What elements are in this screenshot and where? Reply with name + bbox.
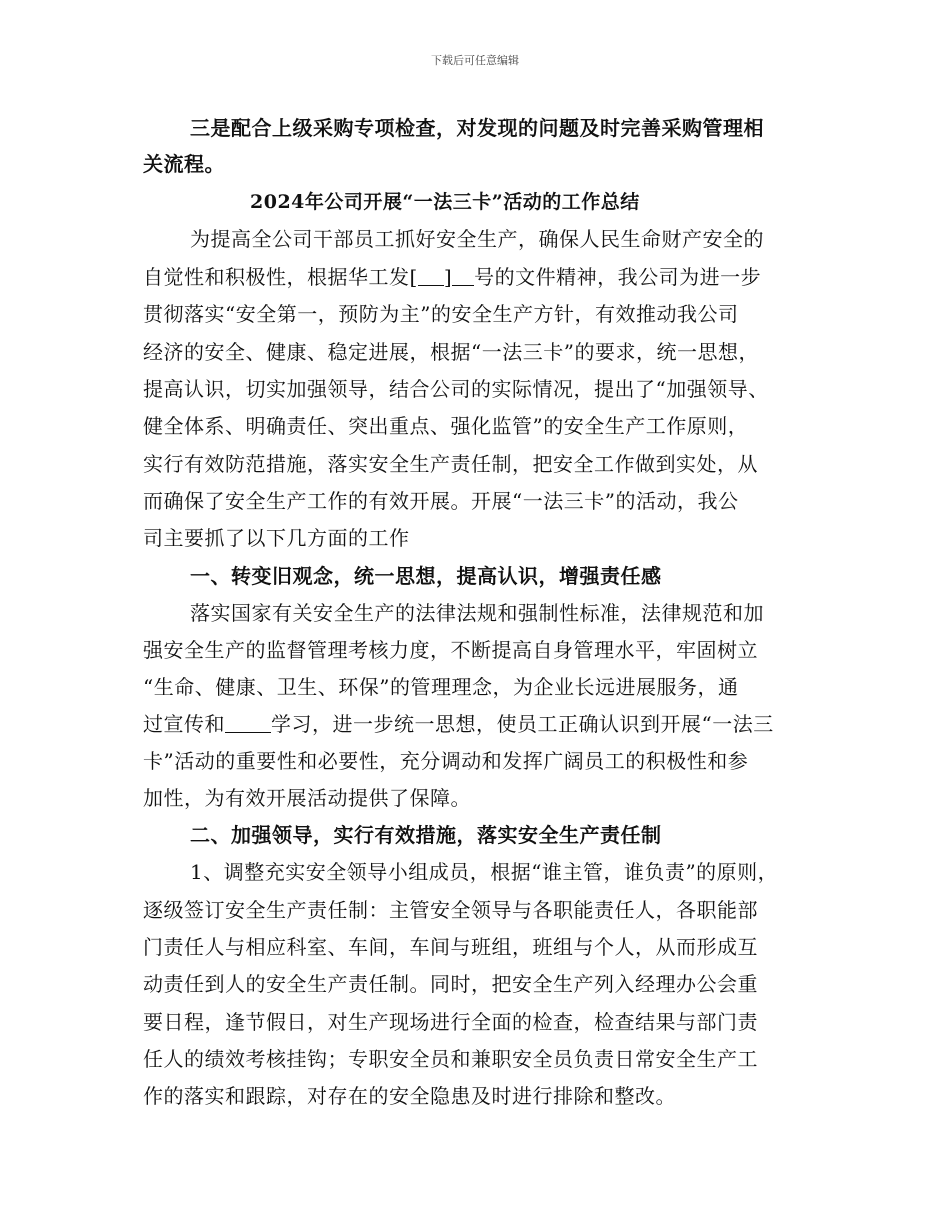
para-line: 卡”活动的重要性和必要性，充分调动和发挥广阔员工的积极性和参 [143,749,749,773]
text-segment: 号的文件精神，我公司为进一步 [474,265,762,289]
page-header: 下载后可任意编辑 [431,54,519,67]
para-line: 提高认识，切实加强领导，结合公司的实际情况，提出了“加强领导、 [143,377,769,401]
para-line: 逐级签订安全生产责任制：主管安全领导与各职能责任人，各职能部 [143,898,758,922]
para-line: 而确保了安全生产工作的有效开展。开展“一法三卡”的活动，我公 [143,489,739,513]
section-heading: 一、转变旧观念，统一思想，提高认识，增强责任感 [190,564,662,588]
para-line: 动责任到人的安全生产责任制。同时，把安全生产列入经理办公会重 [143,972,758,996]
text-segment: ] [443,265,453,289]
para-line: 为提高全公司干部员工抓好安全生产，确保人民生命财产安全的 [190,227,764,251]
para-line: 强安全生产的监督管理考核力度，不断提高自身管理水平，牢固树立 [143,638,758,662]
para-line: 健全体系、明确责任、突出重点、强化监管”的安全生产工作原则， [143,414,749,438]
para-line: 司主要抓了以下几方面的工作 [143,526,410,550]
fill-blank [452,267,474,286]
para-line: 任人的绩效考核挂钩；专职安全员和兼职安全员负责日常安全生产工 [143,1047,758,1071]
para-line [143,711,774,737]
para-line [143,264,761,290]
fill-blank [225,714,271,733]
para-line: 落实国家有关安全生产的法律法规和强制性标准，法律规范和加 [190,601,764,625]
text-segment: 学习，进一步统一思想，使员工正确认识到开展“一法三 [271,712,774,736]
para-line: 要日程，逢节假日，对生产现场进行全面的检查，检查结果与部门责 [143,1010,758,1034]
para-line-bold: 三是配合上级采购专项检查，对发现的问题及时完善采购管理相 [190,116,764,140]
para-line: 加性，为有效开展活动提供了保障。 [143,786,471,810]
text-segment: 过宣传和 [143,712,225,736]
para-line-bold: 关流程。 [143,152,225,176]
para-line: 贯彻落实“安全第一，预防为主”的安全生产方针，有效推动我公司 [143,302,739,326]
document-title: 2024年公司开展“一法三卡”活动的工作总结 [250,191,640,213]
para-line: 作的落实和跟踪，对存在的安全隐患及时进行排除和整改。 [143,1084,676,1108]
para-line: 经济的安全、健康、稳定进展，根据“一法三卡”的要求，统一思想， [143,340,759,364]
text-segment: 自觉性和积极性，根据华工发[ [143,265,418,289]
para-line: 门责任人与相应科室、车间，车间与班组，班组与个人，从而形成互 [143,935,758,959]
section-heading: 二、加强领导，实行有效措施，落实安全生产责任制 [190,823,662,847]
fill-blank [418,267,444,286]
para-line: 1、调整充实安全领导小组成员，根据“谁主管，谁负责”的原则， [190,860,779,884]
para-line: 实行有效防范措施，落实安全生产责任制，把安全工作做到实处，从 [143,452,758,476]
para-line: “生命、健康、卫生、环保”的管理理念，为企业长远进展服务，通 [143,675,739,699]
